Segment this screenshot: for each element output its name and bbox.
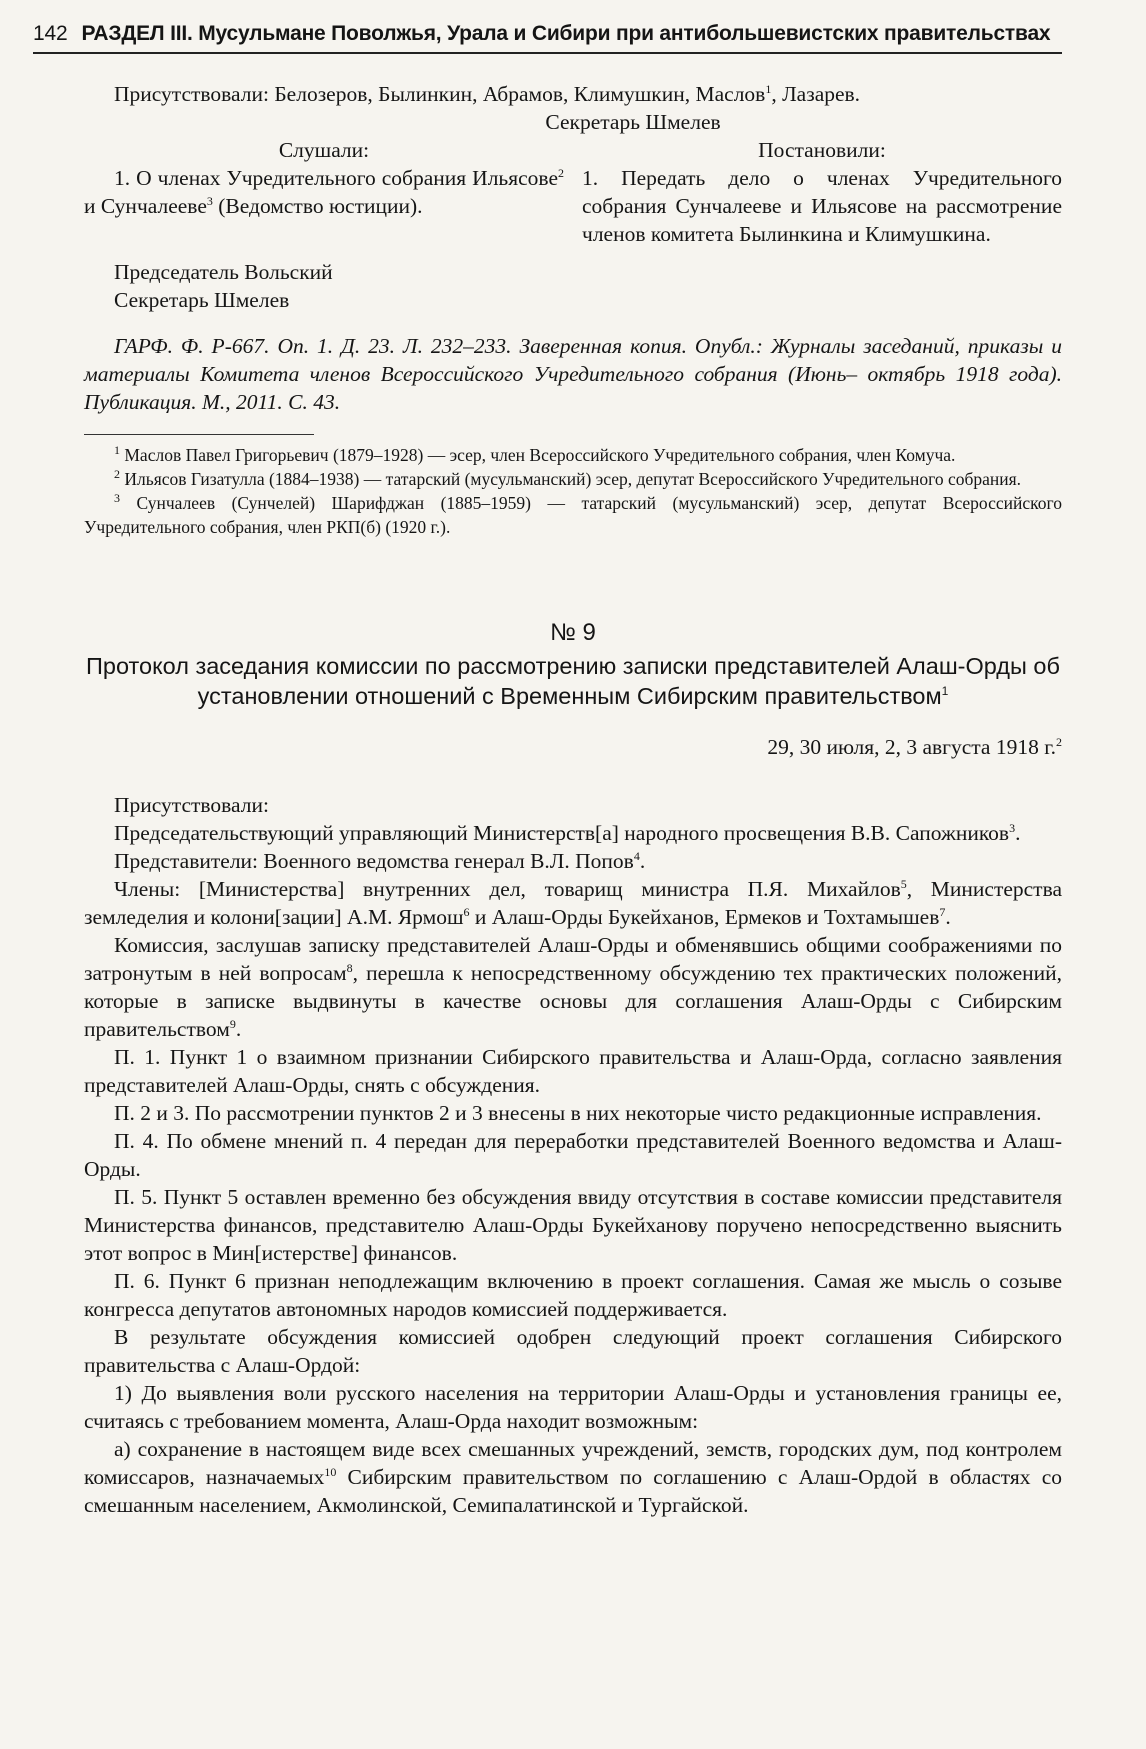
secretary: Секретарь Шмелев [114,288,290,312]
document-number: № 9 [550,619,596,646]
reps-line: Представители: Военного ведомства генерал В.Л. Попов$^4$. [114,848,646,873]
result-paragraph: В результате обсуждения комиссией одобрен следующий проект соглашения Сибирского правительства с Алаш-Ордой: [84,1325,1062,1377]
section-title: РАЗДЕЛ III. Мусульмане Поволжья, Урала и Сибири при антибольшевистских правительствах [81,22,1051,45]
chair-line: Председательствующий управляющий Министерств[а] народного просвещения В.В. Сапожников$^3$. [114,820,1021,845]
page-content [84,80,1062,1519]
agreement-item-1: 1) До выявления воли русского населения на территории Алаш-Орды и установления границы ее, считаясь с требованием момента, Алаш-Орда находит возможным: [84,1381,1062,1433]
decided-label: Постановили: [758,138,886,162]
present-label: Присутствовали: [114,793,269,817]
point-4: П. 4. По обмене мнений п. 4 передан для переработки представителей Военного ведомства и Алаш-Орды. [84,1129,1062,1181]
agreement-item-a: а) сохранение в настоящем виде всех смешанных учреждений, земств, городских дум, под контролем комиссаров, назначаемых$^{10}$ Сибирским правительством по соглашению с Алаш-Ордой в областях со смешанным населением, Акмолинской, Семипалатинской и Тургайской. [84,1437,1062,1517]
decided-text: 1. Передать дело о членах Учредительного собрания Сунчалееве и Ильясове на рассмотрение членов комитета Былинкина и Климушкина. [582,166,1062,246]
running-header [33,22,1062,54]
decided-column [582,136,1062,248]
heard-label: Слушали: [278,138,370,162]
present-line: Присутствовали: Белозеров, Былинкин, Абрамов, Климушкин, Маслов$^1$, Лазарев. [114,81,861,106]
footnote-1: $^1$ Маслов Павел Григорьевич (1879–1928) — эсер, член Всероссийского Учредительного собрания, член Комуча. [114,443,956,465]
secretary-top: Секретарь Шмелев [545,110,721,134]
commission-paragraph: Комиссия, заслушав записку представителей Алаш-Орды и обменявшись общими соображениями по затронутым в ней вопросам$^8$, перешла к непосредственному обсуждению тех практических положений, которые в записке выдвинуты в качестве основы для соглашения Алаш-Орды с Сибирским правительством$^9$. [84,933,1063,1041]
chairman: Председатель Вольский [114,260,333,284]
document-title: Протокол заседания комиссии по рассмотрению записки представителей Алаш-Орды об установлении отношений с Временным Сибирским правительством$^1$ [86,653,1060,709]
footnote-2: $^2$ Ильясов Гизатулла (1884–1938) — татарский (мусульманский) эсер, депутат Всероссийского Учредительного собрания. [114,467,1022,489]
heard-column [84,136,564,248]
document-date: 29, 30 июля, 2, 3 августа 1918 г.$^2$ [767,734,1062,759]
members-line: Члены: [Министерства] внутренних дел, товарищ министра П.Я. Михайлов$^5$, Министерства земледелия и колони[зации] А.М. Ярмош$^6$ и Алаш-Орды Букейханов, Ермеков и Тохтамышев$^7$. [84,876,1062,929]
point-2-3: П. 2 и 3. По рассмотрении пунктов 2 и 3 внесены в них некоторые чисто редакционные исправления. [114,1101,1042,1125]
point-1: П. 1. Пункт 1 о взаимном признании Сибирского правительства и Алаш-Орда, согласно заявления представителей Алаш-Орды, снять с обсуждения. [84,1045,1062,1097]
point-5: П. 5. Пункт 5 оставлен временно без обсуждения ввиду отсутствия в составе комиссии представителя Министерства финансов, представителю Алаш-Орды Букейханову поручено непосредственно выяснить этот вопрос в Мин[истерстве] финансов. [84,1185,1062,1265]
footnote-3: $^3$ Сунчалеев (Сунчелей) Шарифджан (1885–1959) — татарский (мусульманский) эсер, депутат Всероссийского Учредительного собрания, член РКП(б) (1920 г.). [84,491,1063,537]
page-number: 142 [33,22,68,45]
heard-decided [84,136,1062,248]
footnote-divider [84,434,314,435]
archive-source: ГАРФ. Ф. Р-667. Оп. 1. Д. 23. Л. 232–233. Заверенная копия. Опубл.: Журналы заседаний, приказы и материалы Комитета членов Всероссийского Учредительного собрания (Июнь– октябрь 1918 года). Публикация. М., 2011. С. 43. [84,334,1062,414]
point-6: П. 6. Пункт 6 признан неподлежащим включению в проект соглашения. Самая же мысль о созыве конгресса депутатов автономных народов комиссией поддерживается. [84,1269,1062,1321]
heard-text: 1. О членах Учредительного собрания Ильясове$^2$ и Сунчалееве$^3$ (Ведомство юстиции). [84,165,564,218]
